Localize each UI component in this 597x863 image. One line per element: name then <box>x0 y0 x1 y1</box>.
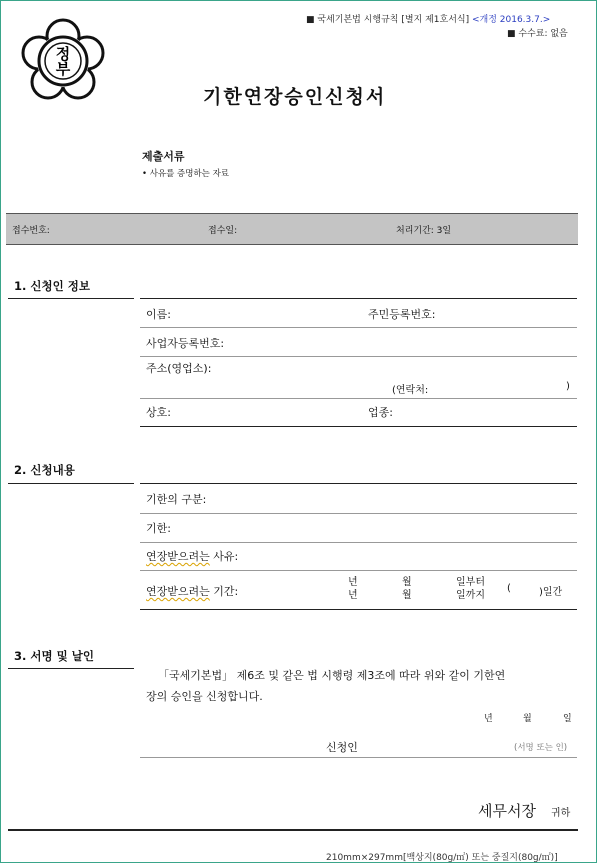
period-days: )일간 <box>539 587 563 598</box>
section1-bottom-line <box>140 426 577 427</box>
svg-text:정: 정 <box>55 45 71 63</box>
period-month: 월 월 <box>402 577 412 601</box>
deadline-label: 기한: <box>146 522 171 535</box>
applicant-label: 신청인 <box>326 741 358 754</box>
section3-heading: 3. 서명 및 날인 <box>14 649 94 663</box>
government-emblem <box>16 14 110 108</box>
period-from-until: 일부터 일까지 <box>456 577 485 601</box>
law-reference: ■ 국세기본법 시행규칙 [별지 제1호서식] <개정 2016.3.7.> <box>306 15 551 25</box>
reason-label: 연장받으려는 사유: <box>146 550 239 563</box>
receipt-band <box>6 213 578 245</box>
receipt-date-label: 접수일: <box>208 226 238 236</box>
footer-rule <box>8 829 578 831</box>
business-number-label: 사업자등록번호: <box>146 337 225 350</box>
name-label: 이름: <box>146 308 171 321</box>
section2-top-line <box>140 483 577 484</box>
business-type-label: 업종: <box>368 406 393 419</box>
declaration-line1: 「국세기본법」 제6조 및 같은 법 시행령 제3조에 따라 위와 같이 기한연 <box>158 669 506 682</box>
period-open-paren: ( <box>507 583 511 594</box>
row-divider <box>140 327 577 328</box>
revision-date: <개정 2016.3.7.> <box>471 15 551 25</box>
contact-close: ) <box>566 381 570 392</box>
row-divider <box>140 542 577 543</box>
processing-period: 처리기간: 3일 <box>396 226 452 236</box>
declaration-line2: 장의 승인을 신청합니다. <box>146 690 263 703</box>
sign-day: 일 <box>563 714 572 724</box>
row-divider <box>140 513 577 514</box>
row-divider <box>140 570 577 571</box>
row-divider <box>140 398 577 399</box>
trade-name-label: 상호: <box>146 406 171 419</box>
fee-note: ■ 수수료: 없음 <box>507 29 568 39</box>
submission-item: • 사유를 증명하는 자료 <box>142 169 230 179</box>
form-title: 기한연장승인신청서 <box>203 86 387 108</box>
signature-note: (서명 또는 인) <box>514 743 568 753</box>
section1-top-line <box>140 298 577 299</box>
section2-bottom-line <box>140 609 577 610</box>
period-label: 연장받으려는 기간: <box>146 585 239 598</box>
section1-heading: 1. 신청인 정보 <box>14 279 90 293</box>
addressee-honorific: 귀하 <box>551 808 571 819</box>
section3-rule <box>8 668 134 669</box>
section1-rule <box>8 298 134 299</box>
period-year: 년 년 <box>348 577 358 601</box>
contact-label: (연락처: <box>392 385 429 396</box>
deadline-type-label: 기한의 구분: <box>146 493 207 506</box>
receipt-number-label: 접수번호: <box>12 226 50 236</box>
tax-office-head: 세무서장 <box>478 802 536 820</box>
row-divider <box>140 356 577 357</box>
section2-rule <box>8 483 134 484</box>
submission-heading: 제출서류 <box>142 150 185 163</box>
signature-line <box>140 757 577 758</box>
paper-spec: 210mm×297mm[백상지(80g/㎡) 또는 중질지(80g/㎡)] <box>326 853 558 863</box>
svg-text:부: 부 <box>55 60 71 78</box>
sign-month: 월 <box>523 714 532 724</box>
resident-number-label: 주민등록번호: <box>368 308 436 321</box>
sign-year: 년 <box>484 714 493 724</box>
section2-heading: 2. 신청내용 <box>14 463 75 477</box>
address-label: 주소(영업소): <box>146 362 212 375</box>
